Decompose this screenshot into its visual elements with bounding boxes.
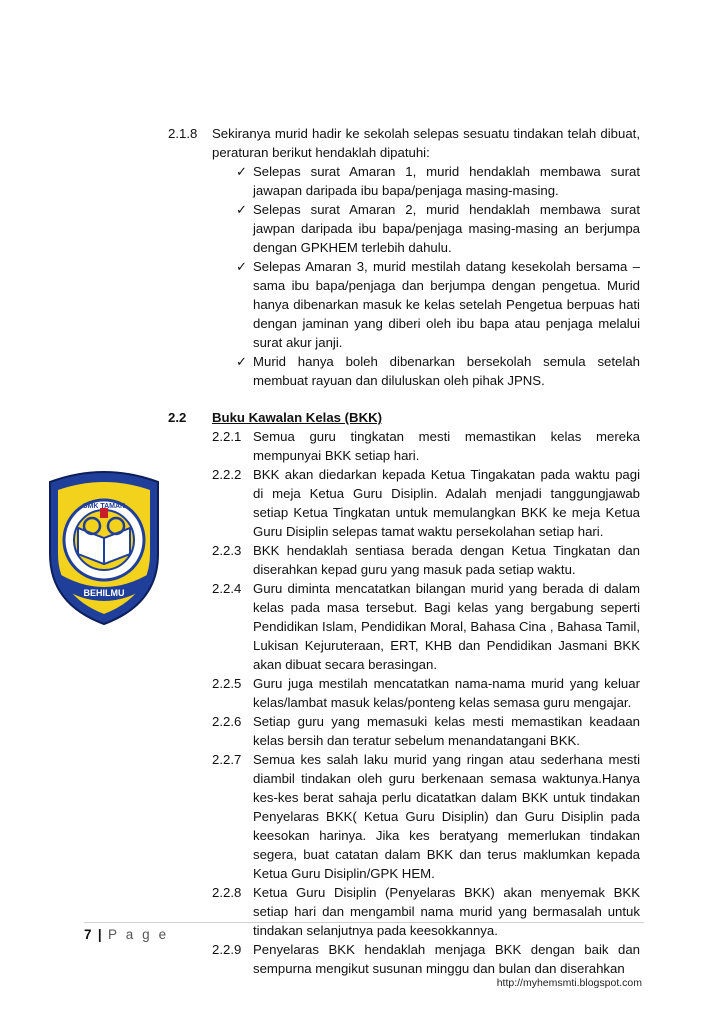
subsection-item <box>212 712 640 750</box>
checkmark-icon: ✓ <box>236 164 248 179</box>
subsection-number: 2.2.9 <box>212 942 242 957</box>
bullet-item <box>236 352 640 390</box>
subsection-text: Guru diminta mencatatkan bilangan murid yang berada di dalam kelas pada masa tersebut. Bagi kelas yang bergabung seperti Pendidikan Islam, Pendidikan Moral, Bahasa Cina , Bahasa Tamil, Lukisan Kejuruteraan, ERT, KHB dan Pendidikan Jasmani BKK akan dibuat secara berasingan. <box>253 581 640 672</box>
subsection-text: Semua guru tingkatan mesti memastikan kelas mereka mempunyai BKK setiap hari. <box>253 429 640 463</box>
subsection-number: 2.2.7 <box>212 752 242 767</box>
logo-top-text: SMK TAMAN <box>82 503 126 510</box>
page-footer <box>84 927 169 942</box>
subsection-item <box>212 883 640 940</box>
checkmark-icon: ✓ <box>236 354 248 369</box>
section-number: 2.2 <box>168 410 187 425</box>
logo-bottom-text: BEHILMU <box>83 588 125 598</box>
subsection-number: 2.2.4 <box>212 581 242 596</box>
subsection-number: 2.2.8 <box>212 885 242 900</box>
bullet-item <box>236 162 640 200</box>
subsection-number: 2.2.5 <box>212 676 242 691</box>
bullet-text: Murid hanya boleh dibenarkan bersekolah semula setelah membuat rayuan dan diluluskan oleh pihak JPNS. <box>253 354 640 388</box>
bullet-text: Selepas Amaran 3, murid mestilah datang kesekolah bersama – sama ibu bapa/penjaga dan berjumpa dengan pengetua. Murid hanya dibenarkan masuk ke kelas setelah Pengetua berpuas hati dengan jaminan yang diberi oleh ibu bapa atau penjaga melalui surat akur janji. <box>253 259 640 350</box>
page-label: P a g e <box>108 927 169 942</box>
subsection-item <box>212 674 640 712</box>
section-title: Buku Kawalan Kelas (BKK) <box>212 410 383 425</box>
section-2-2 <box>168 408 640 978</box>
subsection-number: 2.2.6 <box>212 714 242 729</box>
footer-url: http://myhemsmti.blogspot.com <box>496 977 642 989</box>
bullet-text: Selepas surat Amaran 1, murid hendaklah membawa surat jawapan daripada ibu bapa/penjaga masing-masing. <box>253 164 640 198</box>
subsection-item <box>212 427 640 465</box>
subsection-item <box>212 940 640 978</box>
subsection-text: Penyelaras BKK hendaklah menjaga BKK dengan baik dan sempurna mengikut susunan minggu dan bulan dan diserahkan <box>253 942 640 976</box>
subsection-text: BKK akan diedarkan kepada Ketua Tingakatan pada waktu pagi di meja Ketua Guru Disiplin. Adalah menjadi tanggungjawab setiap Ketua Tingkatan untuk memulangkan BKK ke meja Ketua Guru Disiplin selepas tamat waktu persekolahan setiap hari. <box>253 467 640 539</box>
bullet-item <box>236 257 640 352</box>
subsection-text: Setiap guru yang memasuki kelas mesti memastikan keadaan kelas bersih dan teratur sebelum menandatangani BKK. <box>253 714 640 748</box>
subsection-text: Guru juga mestilah mencatatkan nama-nama murid yang keluar kelas/lambat masuk kelas/ponteng kelas semasa guru mengajar. <box>253 676 640 710</box>
subsection-number: 2.2.3 <box>212 543 242 558</box>
checkmark-icon: ✓ <box>236 202 248 217</box>
subsection-number: 2.2.2 <box>212 467 242 482</box>
checkmark-icon: ✓ <box>236 259 248 274</box>
subsection-item <box>212 750 640 883</box>
subsection-number: 2.2.1 <box>212 429 242 444</box>
section-number: 2.1.8 <box>168 126 198 141</box>
subsection-text: Semua kes salah laku murid yang ringan atau sederhana mesti diambil tindakan oleh guru berkenaan semasa waktunya.Hanya kes-kes berat sahaja perlu dicatatkan dalam BKK untuk tindakan Penyelaras BKK( Ketua Guru Disiplin) dan Guru Disiplin pada keesokan harinya. Jika kes beratyang memerlukan tindakan segera, buat catatan dalam BKK dan terus maklumkan kepada Ketua Guru Disiplin/GPK HEM. <box>253 752 640 881</box>
page-separator: | <box>97 927 102 942</box>
subsection-item <box>212 465 640 541</box>
page-number: 7 <box>84 927 92 942</box>
section-intro: Sekiranya murid hadir ke sekolah selepas sesuatu tindakan telah dibuat, peraturan berikut hendaklah dipatuhi: <box>212 126 640 160</box>
subsection-item <box>212 579 640 674</box>
document-body <box>168 124 640 978</box>
footer-divider <box>84 922 644 923</box>
subsection-text: BKK hendaklah sentiasa berada dengan Ketua Tingkatan dan diserahkan kepad guru yang masuk pada setiap waktu. <box>253 543 640 577</box>
school-logo <box>42 468 166 628</box>
bullet-item <box>236 200 640 257</box>
bullet-text: Selepas surat Amaran 2, murid hendaklah membawa surat jawpan daripada ibu bapa/penjaga masing-masing an berjumpa dengan GPKHEM terlebih dahulu. <box>253 202 640 255</box>
section-2-1-8 <box>168 124 640 390</box>
subsection-item <box>212 541 640 579</box>
subsection-text: Ketua Guru Disiplin (Penyelaras BKK) akan menyemak BKK setiap hari dan mengambil nama murid yang bermasalah untuk tindakan selanjutnya pada keesokkannya. <box>253 885 640 938</box>
